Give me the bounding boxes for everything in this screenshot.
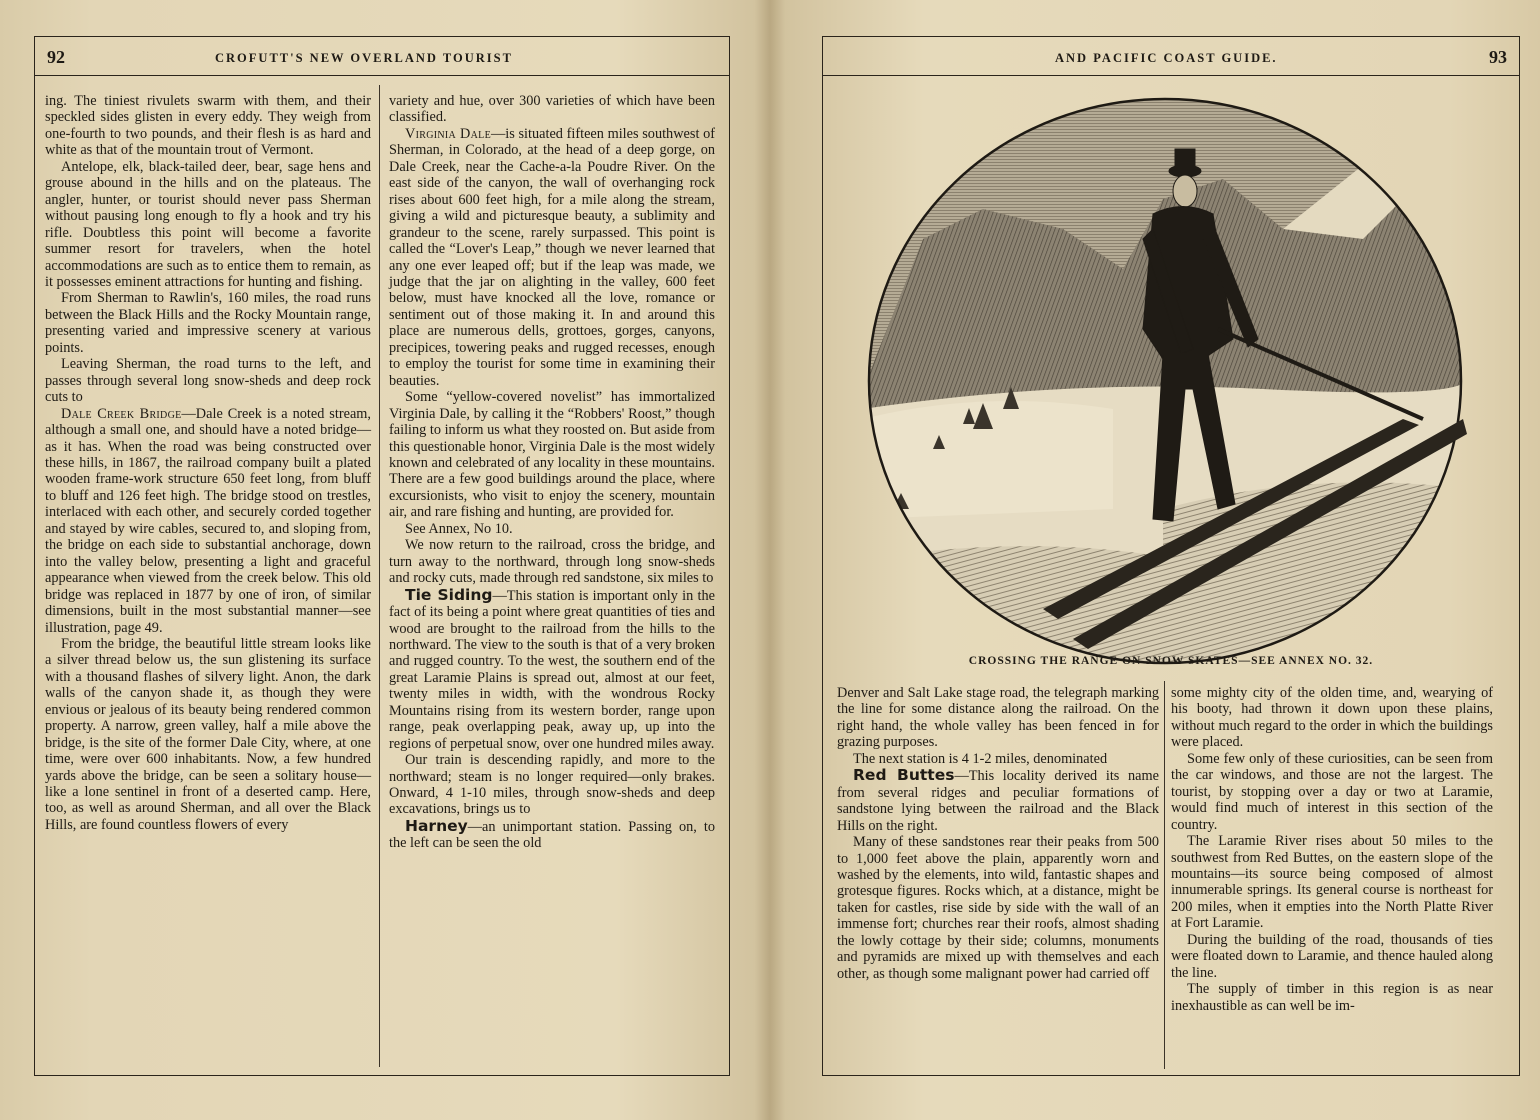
left-column-2 (389, 93, 715, 852)
skier-illustration (863, 89, 1467, 669)
paragraph: From Sherman to Rawlin's, 160 miles, the road runs between the Black Hills and the Rocky Mountain range, presenting varied and impressive scenery at various points. (45, 290, 371, 356)
harney-heading: Harney (405, 816, 468, 835)
left-column-1 (45, 93, 371, 833)
paragraph: During the building of the road, thousands of ties were floated down to Laramie, and thence hauled along the line. (1171, 931, 1493, 981)
illustration-caption: CROSSING THE RANGE ON SNOW SKATES—SEE ANNEX NO. 32. (968, 655, 1374, 667)
paragraph: Antelope, elk, black-tailed deer, bear, sage hens and grouse abound in the hills and on the plateaus. The angler, hunter, or tourist should never pass Sherman without pausing long enough to fly a hook and try his rifle. Doubtless this point will become a favorite summer resort for travelers, when the hotel accommodations are such as to entice them to remain, as it possesses eminent attractions for hunting and fishing. (45, 158, 371, 290)
left-page-frame (34, 36, 730, 1076)
column-divider-left (379, 85, 380, 1067)
right-page-frame (822, 36, 1520, 1076)
harney-text: —an unimportant station. Passing on, to the left can be seen the old (389, 818, 715, 852)
virginia-dale-text: —is situated fifteen miles southwest of Sherman, in Colorado, at the head of a deep gorge, on Dale Creek, near the Cache-a-la Poudre River. On the east side of the canyon, the wall of overhanging rock rises about 600 feet high, for a mile along the stream, giving a wild and picturesque beauty, a sublimity and grandeur to the scene, rarely surpassed. This point is called the “Lover's Leap,” though we never learned that any one ever leaped off; but if the leap was made, we judge that the jar on alighting in the valley, 600 feet below, must have knocked all the love, romance or sentiment out of those making it. In and around this place are numerous dells, grottoes, gorges, canyons, precipices, towering peaks and rugged recesses, enough to employ the tourist for some time in examining their beauties. (389, 125, 715, 389)
right-page (770, 0, 1540, 1120)
dale-creek-text: —Dale Creek is a noted stream, although a small one, and should have a noted bridge—as it has. When the road was being constructed over these hills, in 1867, the railroad company built a plated wooden frame-work structure 650 feet long, from bluff to bluff and 126 feet high. The bridge stood on trestles, interlaced with each other, and securely corded together and stayed by wire cables, secured to, and sloping from, the bridge on each side to substantial anchorage, down into the valley below, presenting a light and graceful appearance when viewed from the creek below. This old bridge was replaced in 1877 by one of iron, of similar dimensions, built in the most substantial manner—see illustration, page 49. (45, 405, 371, 636)
tie-siding-heading: Tie Siding (405, 585, 493, 604)
right-running-head (823, 45, 1519, 76)
paragraph: variety and hue, over 300 varieties of which have been classified. (389, 93, 715, 126)
tie-siding-paragraph (389, 587, 715, 753)
paragraph: Many of these sandstones rear their peaks from 500 to 1,000 feet above the plain, apparently worn and washed by the elements, into wild, fantastic shapes and grotesque figures. Rocks which, at a distance, might be taken for castles, rise side by side with the wall of an immense fort; churches rear their roofs, almost shading the lowly cottage by their side; columns, monuments and pyramids are mixed up with themselves and each other, as though some malignant power had carried off (837, 834, 1159, 982)
red-buttes-text: —This locality derived its name from several ridges and peculiar formations of sandstone lying between the railroad and the Black Hills on the right. (837, 768, 1159, 834)
right-running-title: AND PACIFIC COAST GUIDE. (1055, 51, 1278, 65)
paragraph: From the bridge, the beautiful little stream looks like a silver thread below us, the sun glistening its surface with a thousand flashes of silvery light. Anon, the dark walls of the canyon shade it, as though they were envious or jealous of its beauty being rendered common property. A narrow, green valley, half a mile above the bridge, is the site of the former Dale City, where, at one time, were over 600 inhabitants. Now, a few hundred yards above the bridge, can be seen a solitary house—like a lone sentinel in front of a deserted camp. Here, too, as well as around Sherman, and all over the Black Hills, are found countless flowers of every (45, 635, 371, 833)
paragraph: Denver and Salt Lake stage road, the telegraph marking the line for some distance along the railroad. On the right hand, the whole valley has been fenced in for grazing purposes. (837, 685, 1159, 751)
page-number-left: 92 (47, 47, 65, 67)
paragraph: some mighty city of the olden time, and, wearying of his booty, had thrown it down upon these plains, without much regard to the order in which the buildings were placed. (1171, 685, 1493, 751)
paragraph: Some “yellow-covered novelist” has immortalized Virginia Dale, by calling it the “Robbers' Roost,” though failing to inform us what they roosted on. But aside from this questionable honor, Virginia Dale is the most widely known and celebrated of any locality in these mountains. There are a few good buildings around the place, where excursionists, who visit to enjoy the scenery, mountain air, and rare fishing and hunting, are provided for. (389, 389, 715, 521)
left-running-head (35, 45, 729, 76)
red-buttes-paragraph (837, 767, 1159, 834)
virginia-dale-heading: Virginia Dale (405, 125, 491, 142)
paragraph: The Laramie River rises about 50 miles to the southwest from Red Buttes, on the eastern slope of the mountains—its source being composed of almost innumerable springs. Its general course is northeast for 200 miles, when it empties into the North Platte River at Fort Laramie. (1171, 833, 1493, 932)
tie-siding-text: —This station is important only in the fact of its being a point where great quantities of ties and wood are brought to the railroad from the hills to the northward. The view to the south is that of a very broken and rugged country. To the west, the southern end of the great Laramie Plains is spread out, almost at our feet, twenty miles in width, with the wondrous Rocky Mountains rising from its western border, range upon range, peak overlapping peak, away up, up into the regions of perpetual snow, over one hundred miles away. (389, 587, 715, 752)
paragraph: Some few only of these curiosities, can be seen from the car windows, and those are not the largest. The tourist, by stopping over a day or two at Laramie, would find much of interest in this section of the country. (1171, 750, 1493, 833)
right-column-1 (837, 685, 1159, 982)
column-divider-right (1164, 681, 1165, 1069)
paragraph: ing. The tiniest rivulets swarm with them, and their speckled sides glisten in every eddy. They weigh from one-fourth to two pounds, and their flesh is as hard and white as that of the mountain trout of Vermont. (45, 93, 371, 159)
red-buttes-heading: Red Buttes (853, 766, 955, 785)
page-number-right: 93 (1489, 47, 1507, 67)
paragraph: The supply of timber in this region is as near inexhaustible as can well be im- (1171, 981, 1493, 1014)
harney-paragraph (389, 818, 715, 852)
dale-creek-heading: Dale Creek Bridge (61, 405, 182, 422)
dale-creek-paragraph (45, 406, 371, 636)
paragraph: We now return to the railroad, cross the bridge, and turn away to the northward, through long snow-sheds and rocky cuts, made through red sandstone, six miles to (389, 537, 715, 587)
see-annex: See Annex, No 10. (405, 520, 513, 537)
paragraph: Leaving Sherman, the road turns to the left, and passes through several long snow-sheds and deep rock cuts to (45, 356, 371, 406)
paragraph: Our train is descending rapidly, and more to the northward; steam is no longer required—only brakes. Onward, 4 1-10 miles, through snow-sheds and deep excavations, brings us to (389, 752, 715, 818)
virginia-dale-paragraph (389, 126, 715, 389)
left-running-title: CROFUTT'S NEW OVERLAND TOURIST (215, 51, 513, 65)
paragraph: The next station is 4 1-2 miles, denominated (853, 750, 1108, 767)
right-column-2 (1171, 685, 1493, 1014)
